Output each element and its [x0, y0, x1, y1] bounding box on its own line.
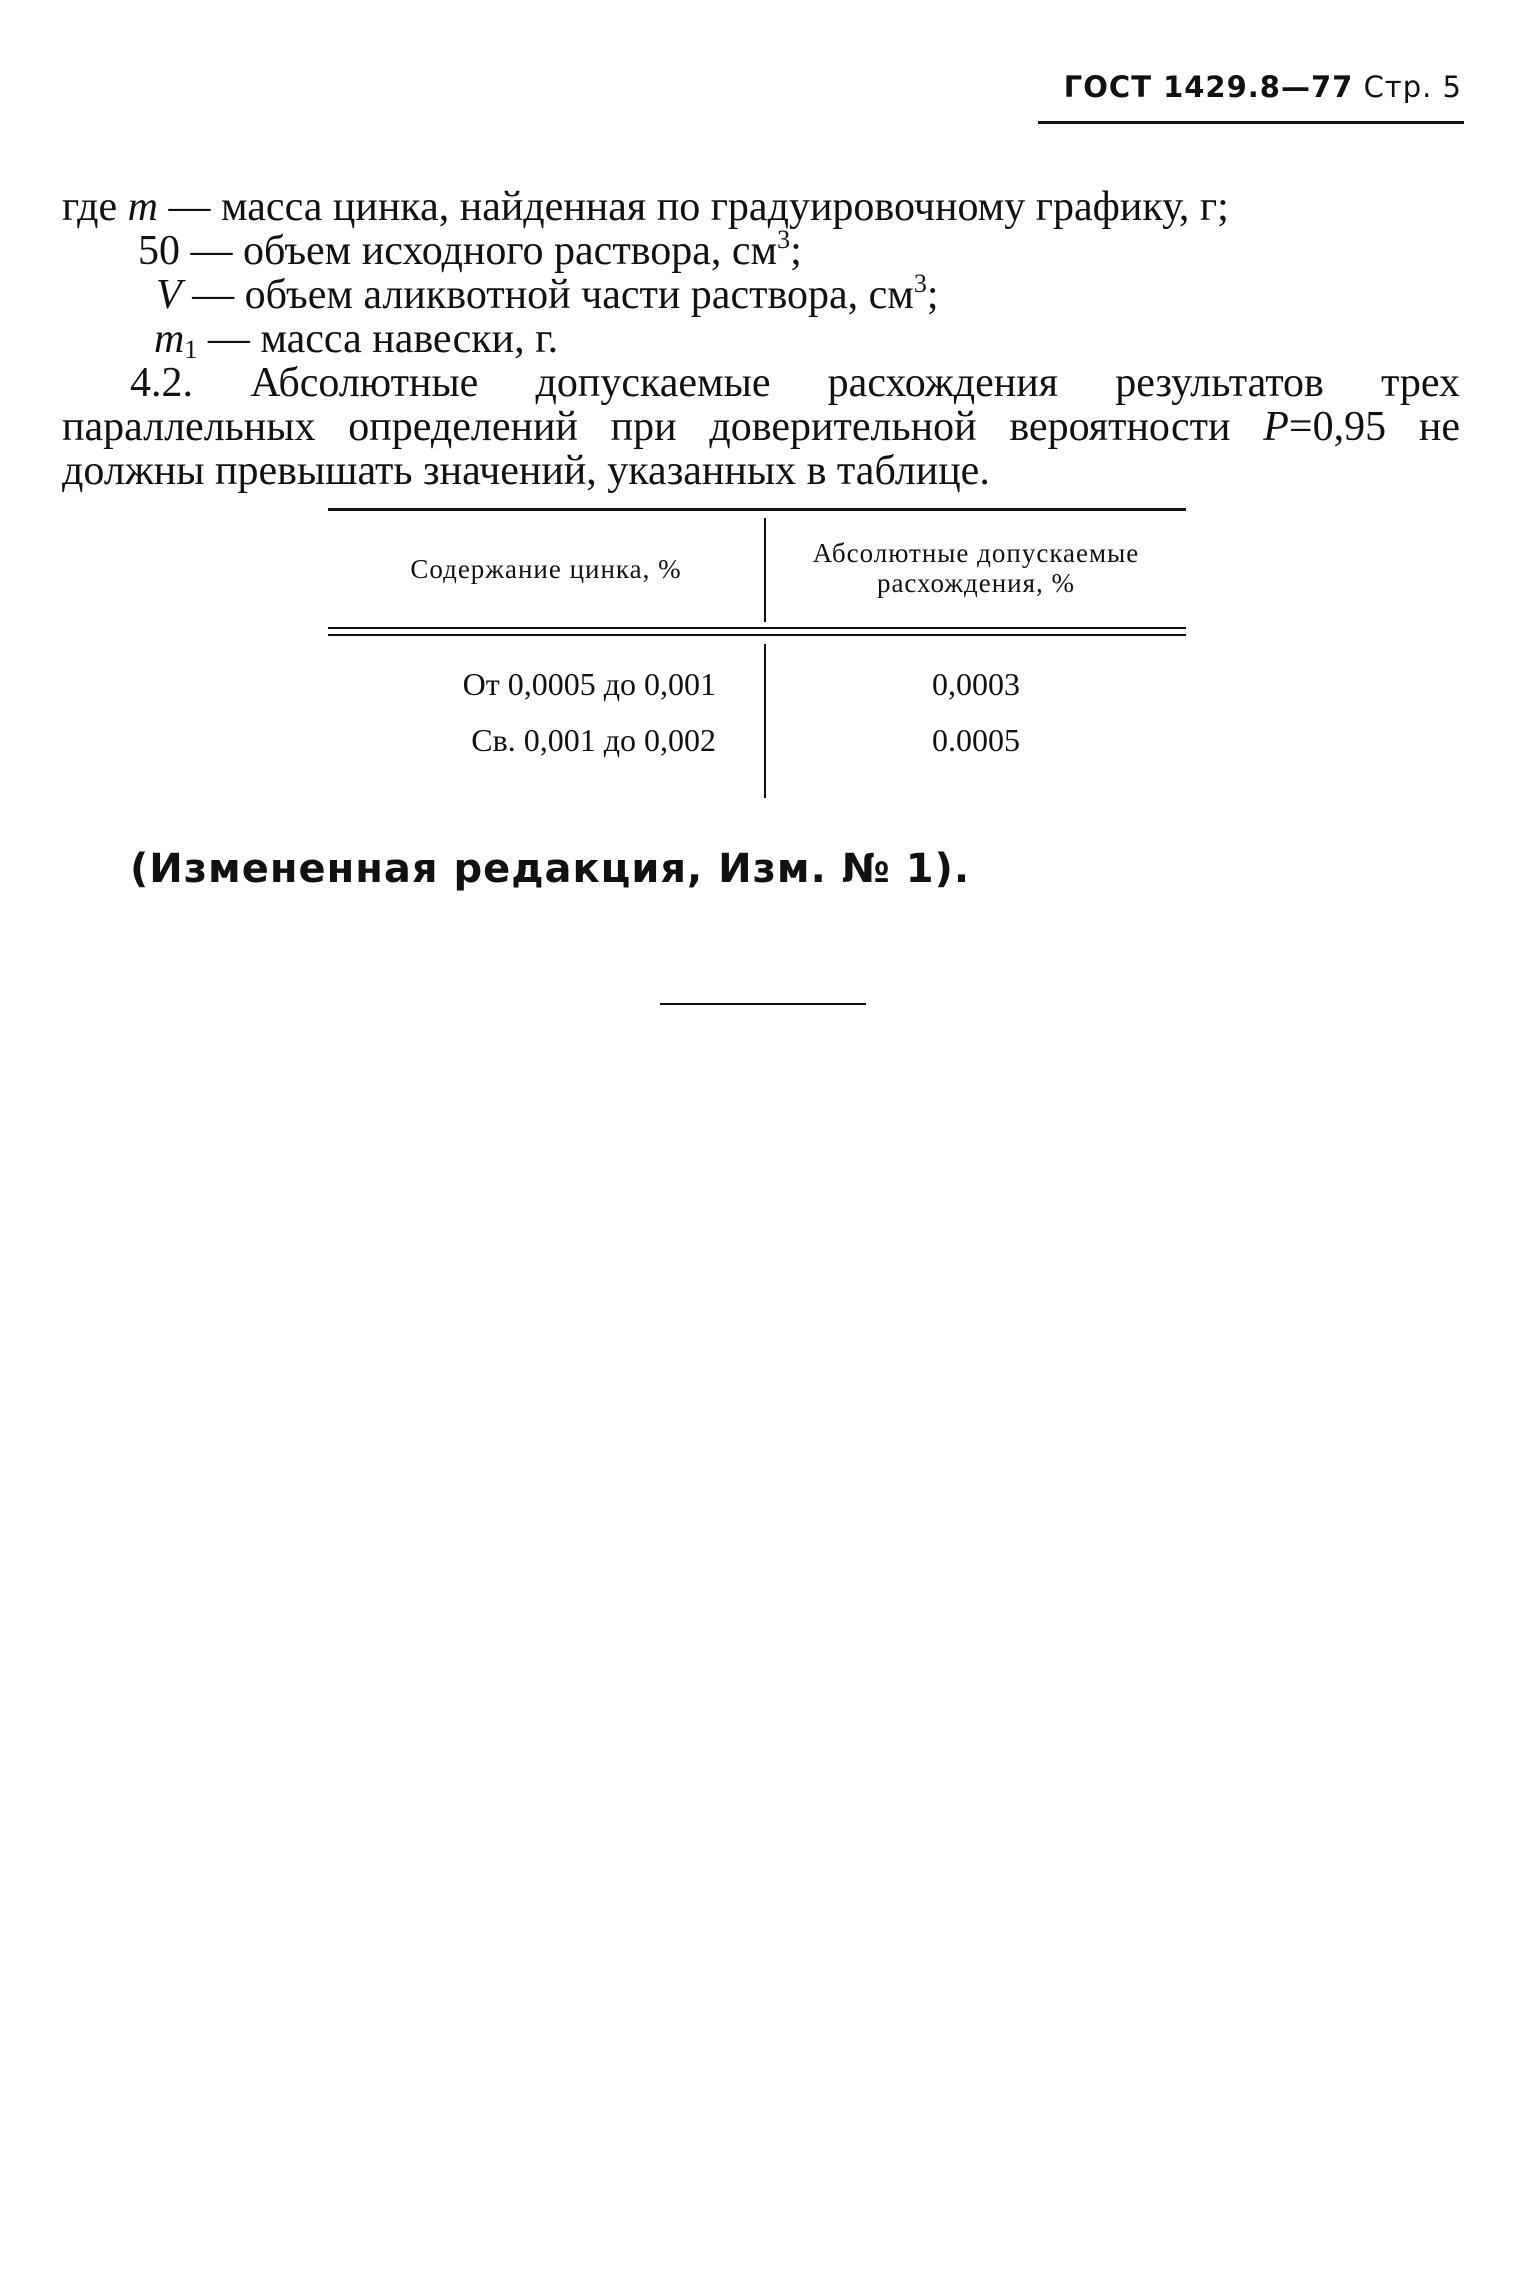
end-rule — [660, 1003, 866, 1005]
clause-4-2 — [62, 361, 1460, 493]
legend-sup: 3 — [777, 225, 791, 254]
table-cell: 0.0005 — [932, 722, 1020, 758]
legend-desc: — объем исходного раствора, см — [180, 228, 778, 274]
page-header — [1064, 70, 1462, 104]
legend-desc: — масса цинка, найденная по градуировочному графику, г; — [158, 184, 1229, 230]
standard-number: ГОСТ 1429.8—77 — [1063, 70, 1354, 104]
legend-line-m1 — [154, 316, 559, 364]
table-cell: От 0,0005 до 0,001 — [462, 666, 716, 702]
legend-symbol: V — [156, 272, 182, 318]
table-top-rule — [328, 508, 1186, 511]
legend-sub: 1 — [184, 335, 198, 364]
legend-symbol: m — [127, 184, 158, 230]
legend-sup: 3 — [913, 269, 927, 298]
clause-text-after: =0,95 не должны превышать значений, указанных в таблице. — [62, 404, 1460, 494]
legend-desc: — объем аликвотной части раствора, см — [181, 272, 914, 318]
table-cell: 0,0003 — [932, 666, 1020, 702]
legend-tail: ; — [790, 228, 802, 274]
legend-symbol: m — [154, 316, 185, 362]
legend-tail: ; — [926, 272, 939, 318]
legend-line-v — [156, 269, 939, 318]
legend-symbol: 50 — [138, 228, 180, 274]
clause-symbol: P — [1263, 404, 1289, 450]
legend-prefix: где — [62, 184, 128, 230]
table-header-rule-1 — [328, 627, 1186, 629]
clause-text-before: 4.2. Абсолютные допускаемые расхождения результатов трех параллельных определений при доверительной вероятности — [62, 360, 1460, 450]
table-header-rule-2 — [328, 634, 1186, 636]
table-header-content: Содержание цинка, % — [410, 554, 682, 584]
table-header-tolerance: Абсолютные допускаемые расхождения, % — [812, 538, 1140, 598]
page-number: Стр. 5 — [1363, 70, 1462, 104]
legend-line-50 — [138, 225, 802, 274]
table-cell: Св. 0,001 до 0,002 — [471, 722, 716, 758]
header-rule — [1038, 121, 1464, 124]
legend-line-m — [62, 185, 1229, 229]
legend-desc: — масса навески, г. — [197, 316, 559, 362]
revision-note: (Измененная редакция, Изм. № 1). — [130, 846, 971, 892]
